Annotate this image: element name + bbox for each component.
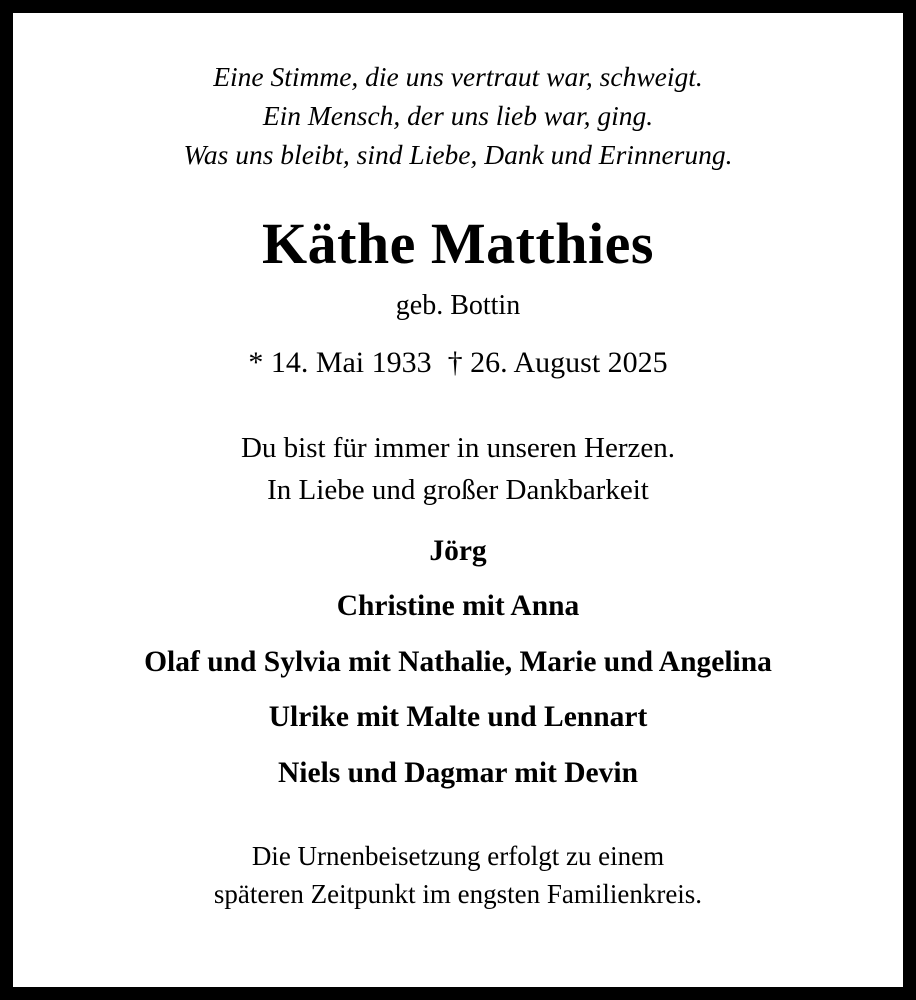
verse-line: Eine Stimme, die uns vertraut war, schweigt. — [213, 61, 703, 92]
verse-block — [184, 57, 733, 174]
survivor-line: Olaf und Sylvia mit Nathalie, Marie und Angelina — [144, 645, 772, 678]
birth-date: * 14. Mai 1933 — [248, 345, 432, 379]
verse-line: Ein Mensch, der uns lieb war, ging. — [262, 100, 654, 132]
memorial-line: Du bist für immer in unseren Herzen. — [240, 431, 676, 464]
deceased-name: Käthe Matthies — [262, 211, 654, 277]
maiden-name: geb. Bottin — [395, 290, 521, 322]
memorial-line: In Liebe und großer Dankbarkeit — [267, 473, 649, 506]
funeral-notice — [214, 838, 702, 913]
verse-line: Was uns bleibt, sind Liebe, Dank und Erinnerung. — [183, 139, 733, 171]
death-date: † 26. August 2025 — [447, 345, 668, 379]
notice-line: Die Urnenbeisetzung erfolgt zu einem — [251, 841, 665, 872]
notice-line: späteren Zeitpunkt im engsten Familienkreis. — [213, 878, 703, 909]
survivor-line: Jörg — [429, 534, 487, 567]
survivor-line: Ulrike mit Malte und Lennart — [268, 701, 648, 734]
survivor-line: Niels und Dagmar mit Devin — [277, 756, 639, 789]
survivor-line: Christine mit Anna — [336, 590, 580, 623]
obituary-card — [11, 11, 905, 989]
life-dates — [248, 346, 667, 379]
memorial-block — [241, 427, 675, 511]
survivors-block — [144, 534, 772, 789]
